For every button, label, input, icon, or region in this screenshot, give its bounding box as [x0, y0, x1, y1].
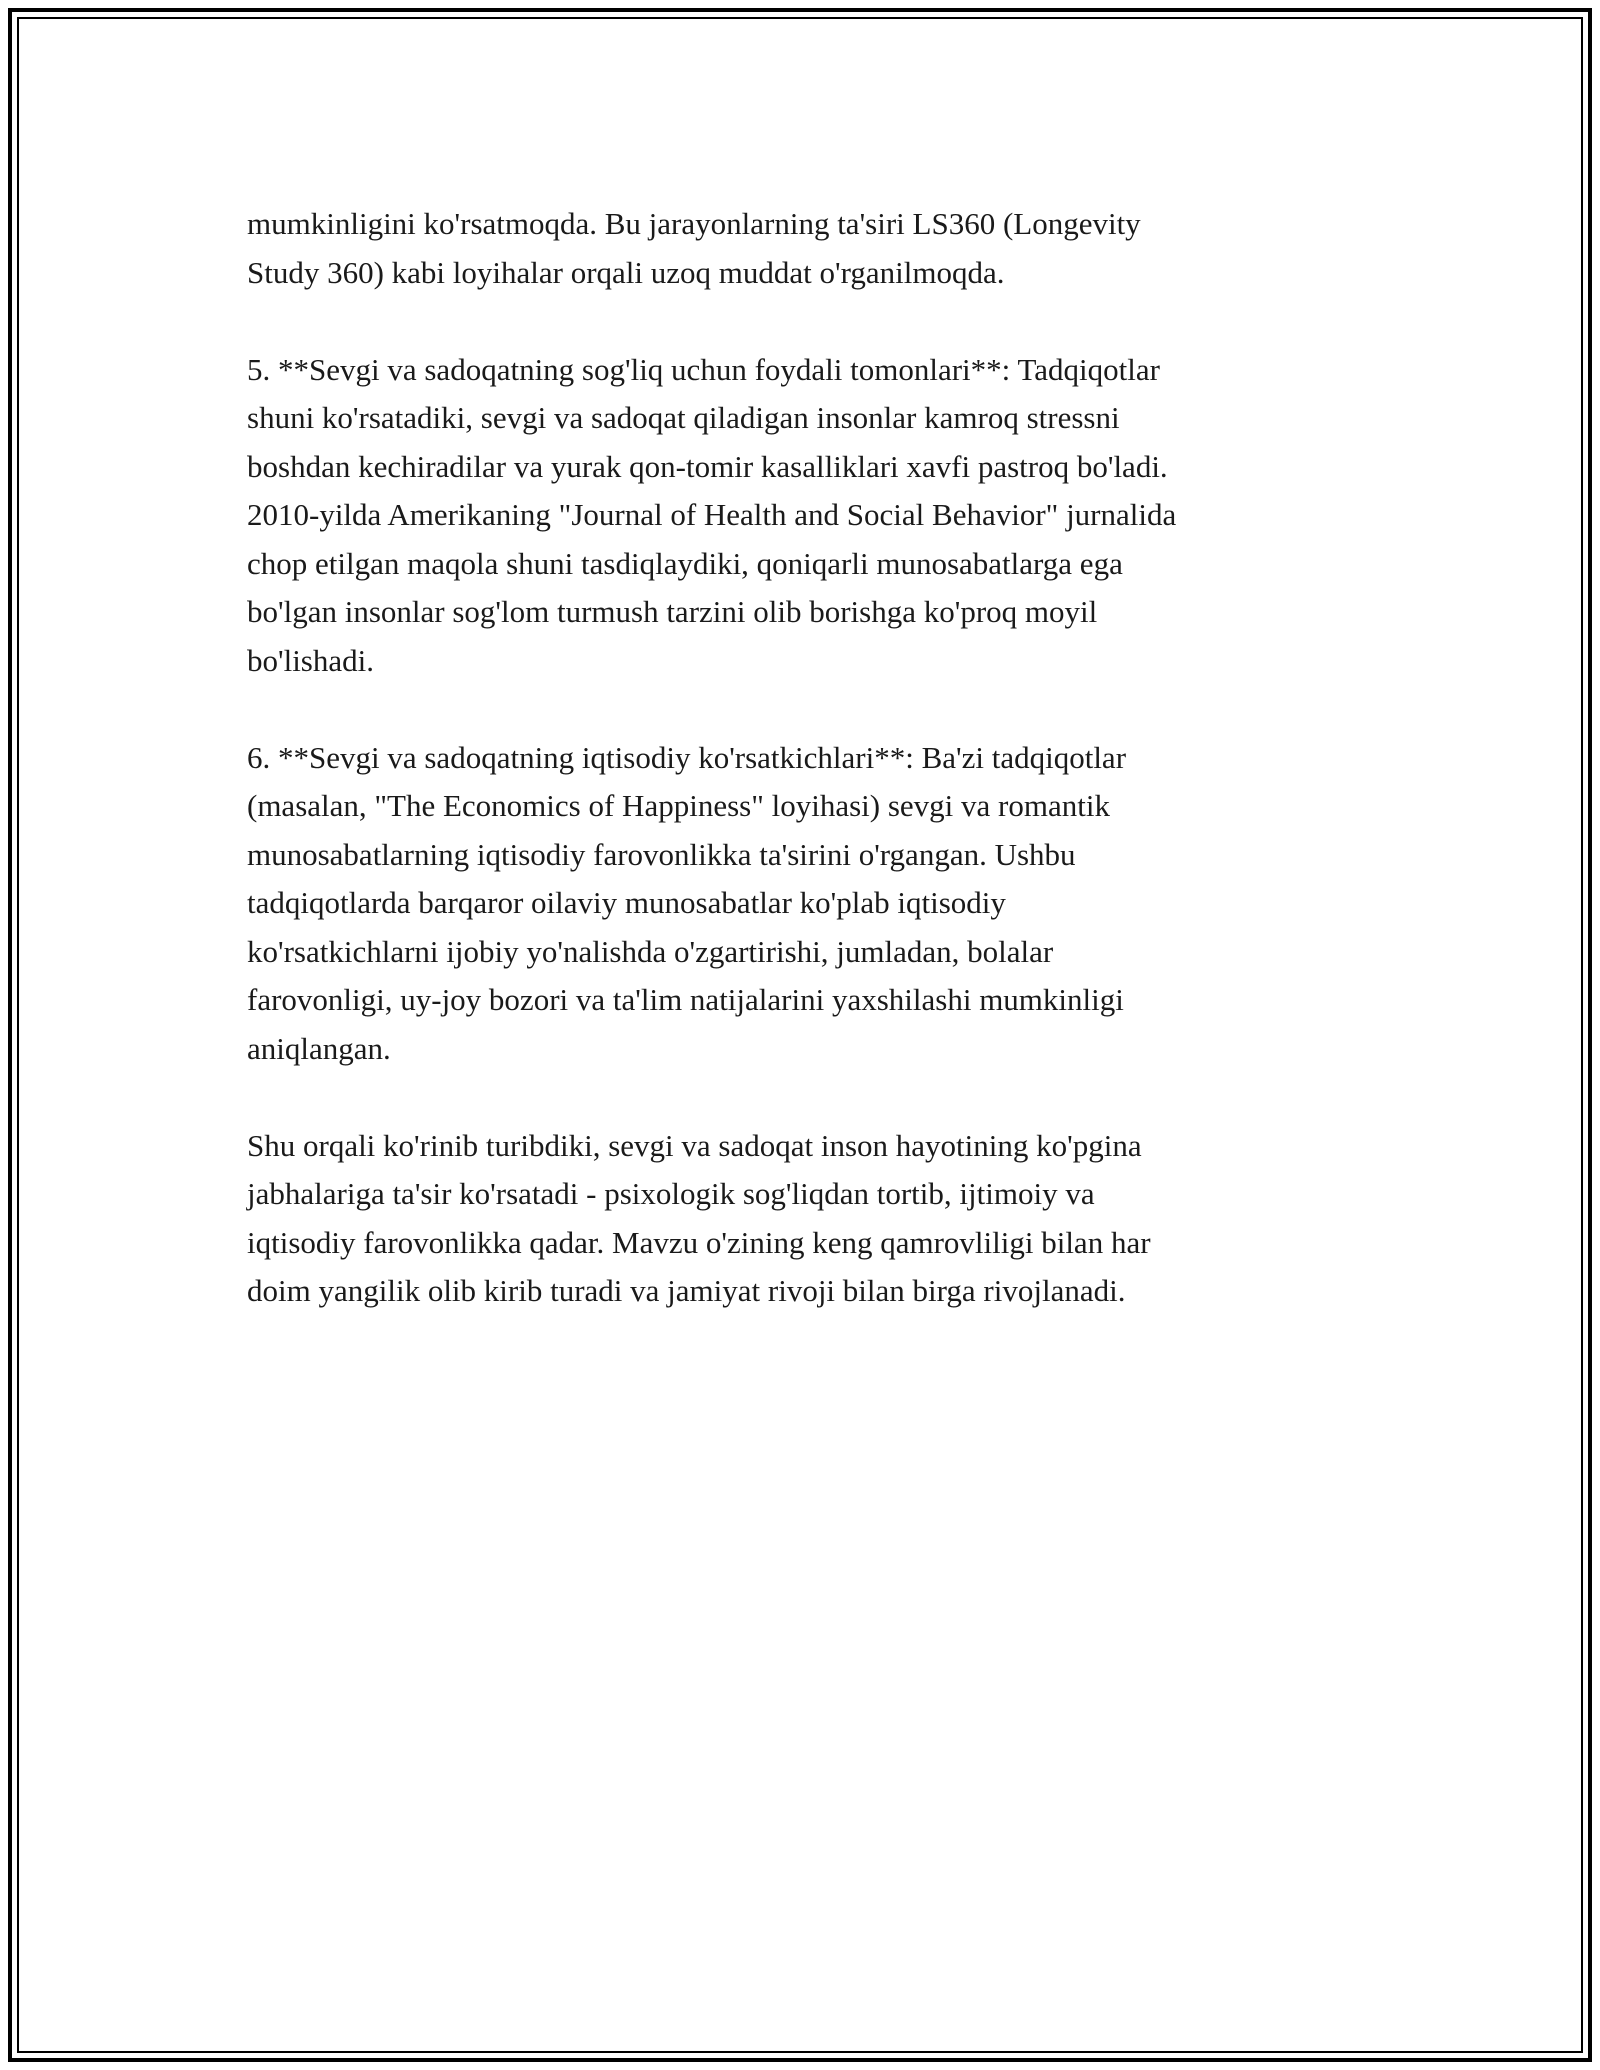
text-line: aniqlangan. [247, 1030, 391, 1066]
text-line: iqtisodiy farovonlikka qadar. Mavzu o'zining keng qamrovliligi bilan har [247, 1224, 1151, 1260]
text-line: Study 360) kabi loyihalar orqali uzoq muddat o'rganilmoqda. [247, 254, 1005, 290]
text-line: bo'lishadi. [247, 642, 374, 678]
text-line: shuni ko'rsatadiki, sevgi va sadoqat qiladigan insonlar kamroq stressni [247, 400, 1120, 435]
text-line: doim yangilik olib kirib turadi va jamiyat rivoji bilan birga rivojlanadi. [247, 1273, 1126, 1308]
text-line: bo'lgan insonlar sog'lom turmush tarzini olib borishga ko'proq moyil [247, 594, 1098, 629]
document-body [247, 200, 1397, 1364]
paragraph-item-6 [247, 734, 1397, 1074]
text-line: (masalan, "The Economics of Happiness" loyihasi) sevgi va romantik [247, 788, 1110, 823]
text-line: Shu orqali ko'rinib turibdiki, sevgi va sadoqat inson hayotining ko'pgina [247, 1127, 1142, 1163]
text-line: ko'rsatkichlarni ijobiy yo'nalishda o'zgartirishi, jumladan, bolalar [247, 933, 1054, 969]
document-page [8, 8, 1592, 2062]
text-line: 5. **Sevgi va sadoqatning sog'liq uchun foydali tomonlari**: Tadqiqotlar [247, 351, 1160, 387]
paragraph-continuation [247, 200, 1397, 297]
text-line: 2010-yilda Amerikaning "Journal of Health and Social Behavior" jurnalida [247, 497, 1177, 532]
paragraph-conclusion [247, 1122, 1397, 1316]
text-line: 6. **Sevgi va sadoqatning iqtisodiy ko'rsatkichlari**: Ba'zi tadqiqotlar [247, 739, 1127, 775]
text-line: chop etilgan maqola shuni tasdiqlaydiki, qoniqarli munosabatlarga ega [247, 545, 1123, 581]
text-line: tadqiqotlarda barqaror oilaviy munosabatlar ko'plab iqtisodiy [247, 885, 1006, 920]
text-line: farovonligi, uy-joy bozori va ta'lim natijalarini yaxshilashi mumkinligi [247, 982, 1124, 1017]
text-line: jabhalariga ta'sir ko'rsatadi - psixologik sog'liqdan tortib, ijtimoiy va [247, 1176, 1095, 1211]
text-line: boshdan kechiradilar va yurak qon-tomir kasalliklari xavfi pastroq bo'ladi. [247, 448, 1168, 484]
text-line: mumkinligini ko'rsatmoqda. Bu jarayonlarning ta'siri LS360 (Longevity [247, 206, 1141, 241]
text-line: munosabatlarning iqtisodiy farovonlikka ta'sirini o'rgangan. Ushbu [247, 836, 1076, 872]
paragraph-item-5 [247, 346, 1397, 686]
